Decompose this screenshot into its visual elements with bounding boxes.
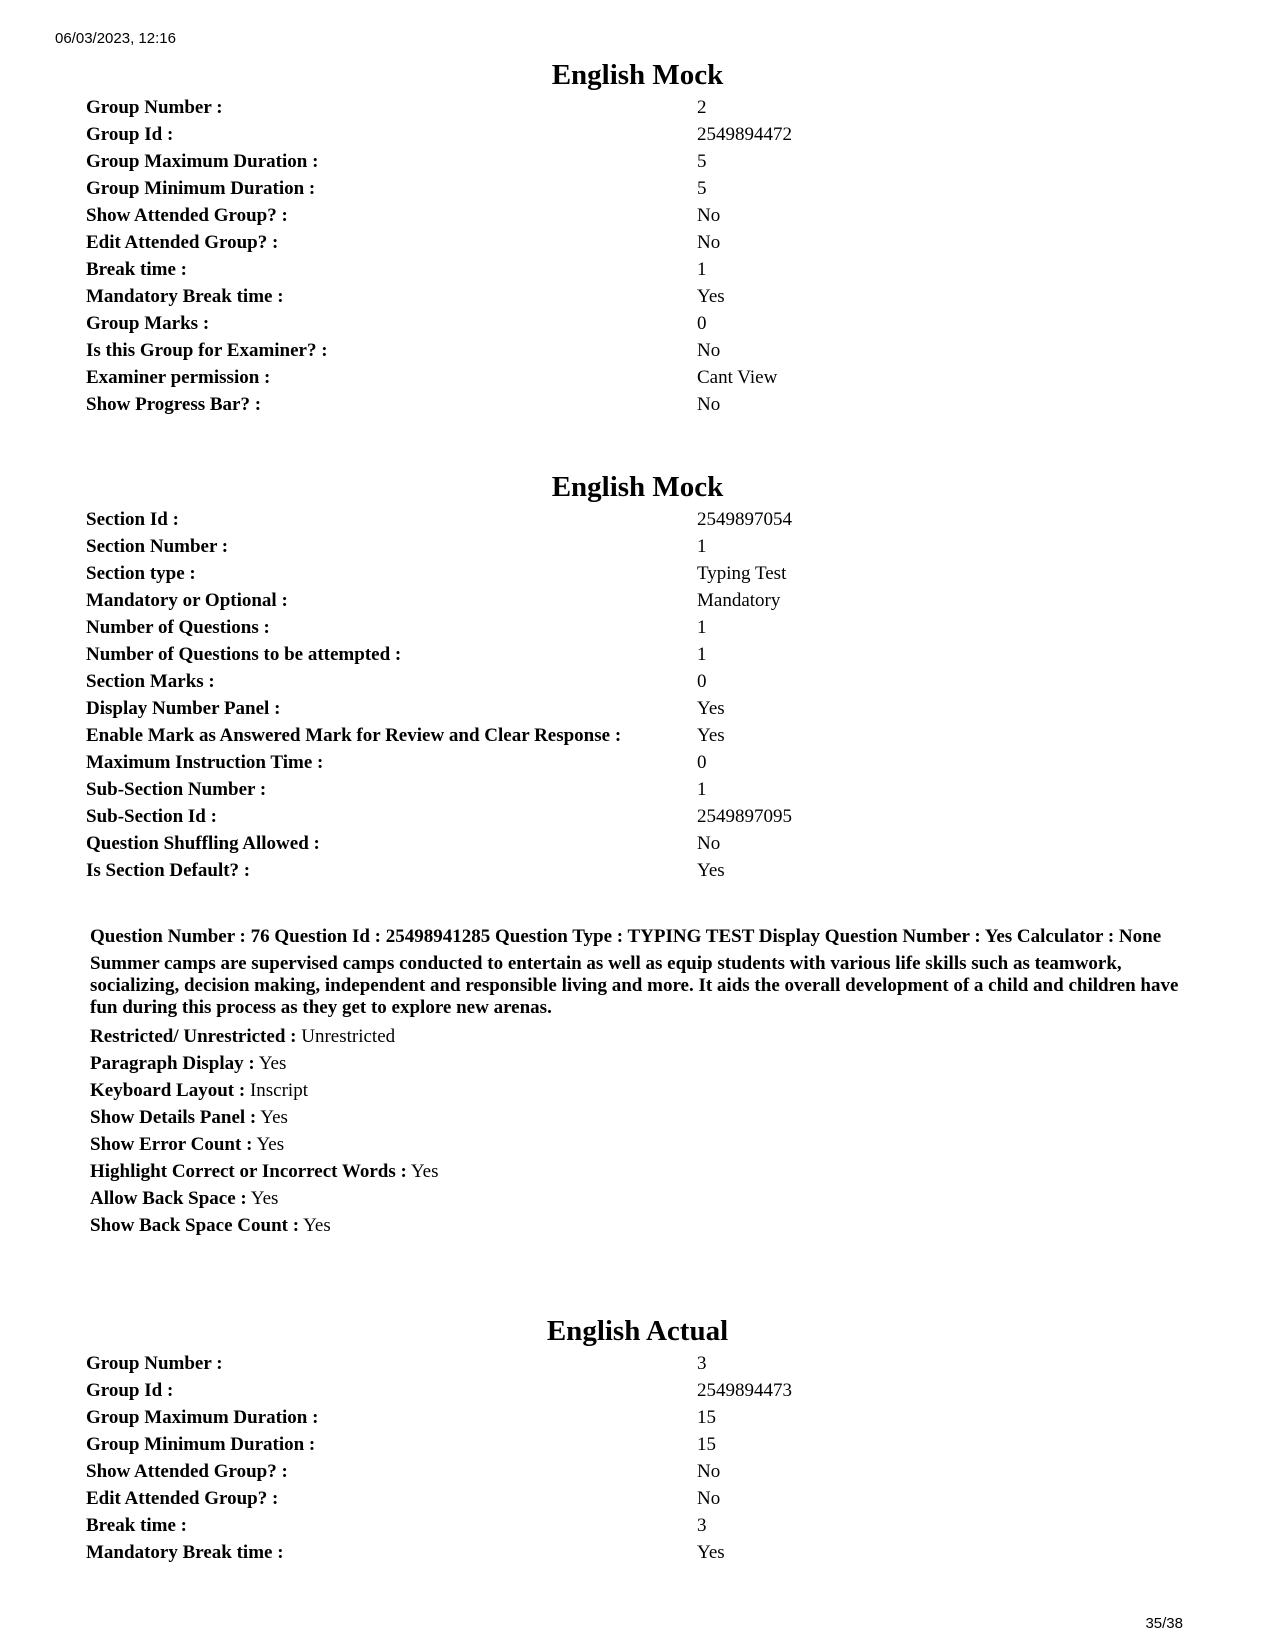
field-value: 15 (697, 1407, 716, 1428)
edit-attended-group-row (86, 229, 1206, 256)
sub-section-number-row (86, 776, 1206, 803)
field-label: Mandatory Break time : (86, 1542, 284, 1563)
group-title-english-mock: English Mock (551, 59, 724, 91)
mandatory-break-time-row (86, 283, 1206, 310)
group-max-duration-row (86, 148, 1206, 175)
field-value: 1 (697, 617, 707, 638)
setting-label: Restricted/ Unrestricted : (90, 1026, 297, 1047)
group-details-table (86, 94, 1206, 418)
field-label: Break time : (86, 259, 187, 280)
field-value: Cant View (697, 367, 778, 388)
setting-value: Yes (258, 1053, 287, 1074)
field-value: 5 (697, 178, 707, 199)
setting-label: Keyboard Layout : (90, 1080, 246, 1101)
field-value: Typing Test (697, 563, 787, 584)
field-value: No (697, 833, 721, 854)
field-label: Section Marks : (86, 671, 215, 692)
field-label: Examiner permission : (86, 367, 271, 388)
setting-value: Yes (410, 1161, 439, 1182)
question-setting-row (90, 1104, 1190, 1131)
field-value: 0 (697, 313, 707, 334)
field-label: Edit Attended Group? : (86, 1488, 279, 1509)
field-label: Edit Attended Group? : (86, 232, 279, 253)
field-label: Show Progress Bar? : (86, 394, 262, 415)
setting-label: Paragraph Display : (90, 1053, 255, 1074)
field-label: Group Minimum Duration : (86, 178, 316, 199)
setting-label: Show Details Panel : (90, 1107, 257, 1128)
page-number: 35/38 (1145, 1615, 1183, 1632)
enable-mark-answered-row (86, 722, 1206, 749)
group-number-row (86, 1350, 1206, 1377)
question-block (90, 926, 1190, 1239)
number-of-questions-row (86, 614, 1206, 641)
field-label: Enable Mark as Answered Mark for Review and Clear Response : (86, 725, 622, 746)
field-value: 15 (697, 1434, 716, 1455)
field-label: Group Id : (86, 124, 174, 145)
field-label: Show Attended Group? : (86, 1461, 288, 1482)
question-setting-row (90, 1131, 1190, 1158)
question-setting-row (90, 1077, 1190, 1104)
field-value: 2549897095 (697, 806, 792, 827)
field-value: Yes (697, 286, 725, 307)
group-details-table (86, 1350, 1206, 1566)
field-label: Question Shuffling Allowed : (86, 833, 320, 854)
group-number-row (86, 94, 1206, 121)
section-type-row (86, 560, 1206, 587)
question-shuffling-row (86, 830, 1206, 857)
field-value: 3 (697, 1515, 707, 1536)
field-label: Section Id : (86, 509, 179, 530)
examiner-permission-row (86, 364, 1206, 391)
show-attended-group-row (86, 202, 1206, 229)
mandatory-break-time-row (86, 1539, 1206, 1566)
field-value: Yes (697, 860, 725, 881)
field-value: No (697, 340, 721, 361)
section-marks-row (86, 668, 1206, 695)
field-label: Group Number : (86, 97, 223, 118)
field-value: 2549897054 (697, 509, 792, 530)
field-label: Mandatory or Optional : (86, 590, 288, 611)
field-value: 2 (697, 97, 707, 118)
field-value: 3 (697, 1353, 707, 1374)
setting-value: Yes (256, 1134, 285, 1155)
field-value: 1 (697, 259, 707, 280)
setting-label: Show Error Count : (90, 1134, 253, 1155)
question-header: Question Number : 76 Question Id : 25498941285 Question Type : TYPING TEST Display Question Number : Yes Calculator : None (90, 926, 1162, 947)
field-value: Yes (697, 725, 725, 746)
field-label: Group Marks : (86, 313, 210, 334)
field-label: Section type : (86, 563, 196, 584)
setting-value: Yes (303, 1215, 331, 1236)
setting-value: Yes (250, 1188, 279, 1209)
break-time-row (86, 256, 1206, 283)
field-value: 2549894473 (697, 1380, 792, 1401)
field-label: Sub-Section Id : (86, 806, 217, 827)
group-marks-row (86, 310, 1206, 337)
section-id-row (86, 506, 1206, 533)
group-title-english-actual: English Actual (546, 1315, 729, 1347)
sub-section-id-row (86, 803, 1206, 830)
field-value: Yes (697, 1542, 725, 1563)
field-value: Mandatory (697, 590, 781, 611)
group-for-examiner-row (86, 337, 1206, 364)
setting-label: Show Back Space Count : (90, 1215, 300, 1236)
setting-label: Highlight Correct or Incorrect Words : (90, 1161, 407, 1182)
field-value: 5 (697, 151, 707, 172)
field-value: 2549894472 (697, 124, 792, 145)
field-value: 1 (697, 644, 707, 665)
field-label: Number of Questions to be attempted : (86, 644, 402, 665)
question-setting-row (90, 1050, 1190, 1077)
section-number-row (86, 533, 1206, 560)
field-label: Group Maximum Duration : (86, 151, 319, 172)
field-value: No (697, 232, 721, 253)
show-attended-group-row (86, 1458, 1206, 1485)
field-label: Break time : (86, 1515, 187, 1536)
group-max-duration-row (86, 1404, 1206, 1431)
section-title-english-mock: English Mock (551, 471, 724, 503)
setting-value: Yes (260, 1107, 288, 1128)
group-id-row (86, 1377, 1206, 1404)
field-label: Mandatory Break time : (86, 286, 284, 307)
question-passage: Summer camps are supervised camps conducted to entertain as well as equip students with various life skills such as teamwork, socializing, decision making, independent and responsible living and more. It aids the overall development of a child and children have fun during this process as they get to explore new arenas. (90, 953, 1179, 1018)
setting-value: Unrestricted (301, 1026, 396, 1047)
break-time-row (86, 1512, 1206, 1539)
field-label: Sub-Section Number : (86, 779, 267, 800)
questions-to-attempt-row (86, 641, 1206, 668)
field-label: Display Number Panel : (86, 698, 281, 719)
edit-attended-group-row (86, 1485, 1206, 1512)
field-label: Group Minimum Duration : (86, 1434, 316, 1455)
field-label: Is this Group for Examiner? : (86, 340, 328, 361)
field-label: Show Attended Group? : (86, 205, 288, 226)
section-default-row (86, 857, 1206, 884)
field-value: 0 (697, 752, 707, 773)
group-min-duration-row (86, 175, 1206, 202)
field-label: Group Id : (86, 1380, 174, 1401)
show-progress-bar-row (86, 391, 1206, 418)
max-instruction-time-row (86, 749, 1206, 776)
question-setting-row (90, 1023, 1190, 1050)
field-label: Number of Questions : (86, 617, 270, 638)
print-timestamp: 06/03/2023, 12:16 (55, 30, 176, 47)
field-label: Group Maximum Duration : (86, 1407, 319, 1428)
question-setting-row (90, 1185, 1190, 1212)
field-label: Is Section Default? : (86, 860, 251, 881)
field-value: No (697, 1488, 721, 1509)
mandatory-optional-row (86, 587, 1206, 614)
section-details-table (86, 506, 1206, 884)
field-label: Group Number : (86, 1353, 223, 1374)
field-value: No (697, 1461, 721, 1482)
field-value: Yes (697, 698, 725, 719)
field-value: No (697, 205, 721, 226)
field-label: Maximum Instruction Time : (86, 752, 324, 773)
field-value: 0 (697, 671, 707, 692)
setting-value: Inscript (249, 1080, 308, 1101)
field-label: Section Number : (86, 536, 229, 557)
question-setting-row (90, 1158, 1190, 1185)
field-value: 1 (697, 779, 707, 800)
question-setting-row (90, 1212, 1190, 1239)
field-value: No (697, 394, 721, 415)
field-value: 1 (697, 536, 707, 557)
group-min-duration-row (86, 1431, 1206, 1458)
group-id-row (86, 121, 1206, 148)
setting-label: Allow Back Space : (90, 1188, 247, 1209)
display-number-panel-row (86, 695, 1206, 722)
